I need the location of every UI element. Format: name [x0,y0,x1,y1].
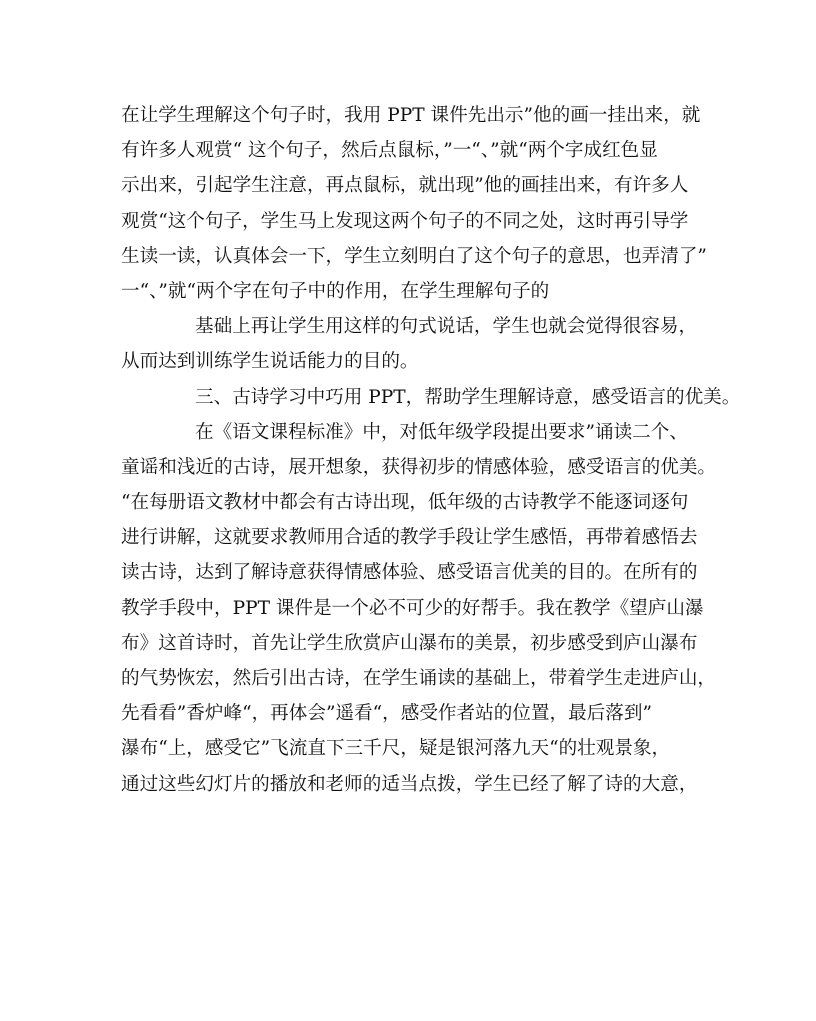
text-line: 童谣和浅近的古诗，展开想象，获得初步的情感体验，感受语言的优美。 [121,456,717,478]
text-line: 有许多人观赏“ 这个句子，然后点鼠标，”一“、”就“两个字成红色显 [121,140,658,162]
text-line: 观赏“这个句子，学生马上发现这两个句子的不同之处，这时再引导学 [121,210,689,232]
text-line: 示出来，引起学生注意，再点鼠标，就出现”他的画挂出来，有许多人 [121,175,689,197]
text-line: 生读一读，认真体会一下，学生立刻明白了这个句子的意思，也弄清了” [121,245,707,267]
text-line: 读古诗，达到了解诗意获得情感体验、感受语言优美的目的。在所有的 [121,562,698,584]
text-line: “在每册语文教材中都会有古诗出现，低年级的古诗教学不能逐词逐句 [121,492,689,514]
section-heading: 三、古诗学习中巧用 PPT，帮助学生理解诗意，感受语言的优美。 [195,386,741,408]
text-line: 在《语文课程标准》中，对低年级学段提出要求”诵读二个、 [195,421,688,443]
text-line: 从而达到训练学生说话能力的目的。 [121,351,419,373]
text-line: 教学手段中，PPT 课件是一个必不可少的好帮手。我在教学《望庐山瀑 [121,597,704,619]
text-line: 基础上再让学生用这样的句式说话，学生也就会觉得很容易， [195,316,698,338]
text-line: 的气势恢宏，然后引出古诗，在学生诵读的基础上，带着学生走进庐山， [121,668,717,689]
body-text [121,98,741,802]
text-line: 在让学生理解这个句子时，我用 PPT 课件先出示”他的画一挂出来，就 [121,105,701,126]
text-line: 瀑布“上，感受它”飞流直下三千尺，疑是银河落九天“的壮观景象， [121,738,671,760]
text-line: 进行讲解，这就要求教师用合适的教学手段让学生感悟，再带着感悟去 [121,527,698,549]
text-line: 先看看”香炉峰“，再体会”遥看“，感受作者站的位置，最后落到” [121,703,652,725]
text-line: 通过这些幻灯片的播放和老师的适当点拨，学生已经了解了诗的大意， [121,773,698,795]
text-line: 一“、”就“两个字在句子中的作用，在学生理解句子的 [121,280,550,302]
text-line: 布》这首诗时，首先让学生欣赏庐山瀑布的美景，初步感受到庐山瀑布 [121,632,698,654]
